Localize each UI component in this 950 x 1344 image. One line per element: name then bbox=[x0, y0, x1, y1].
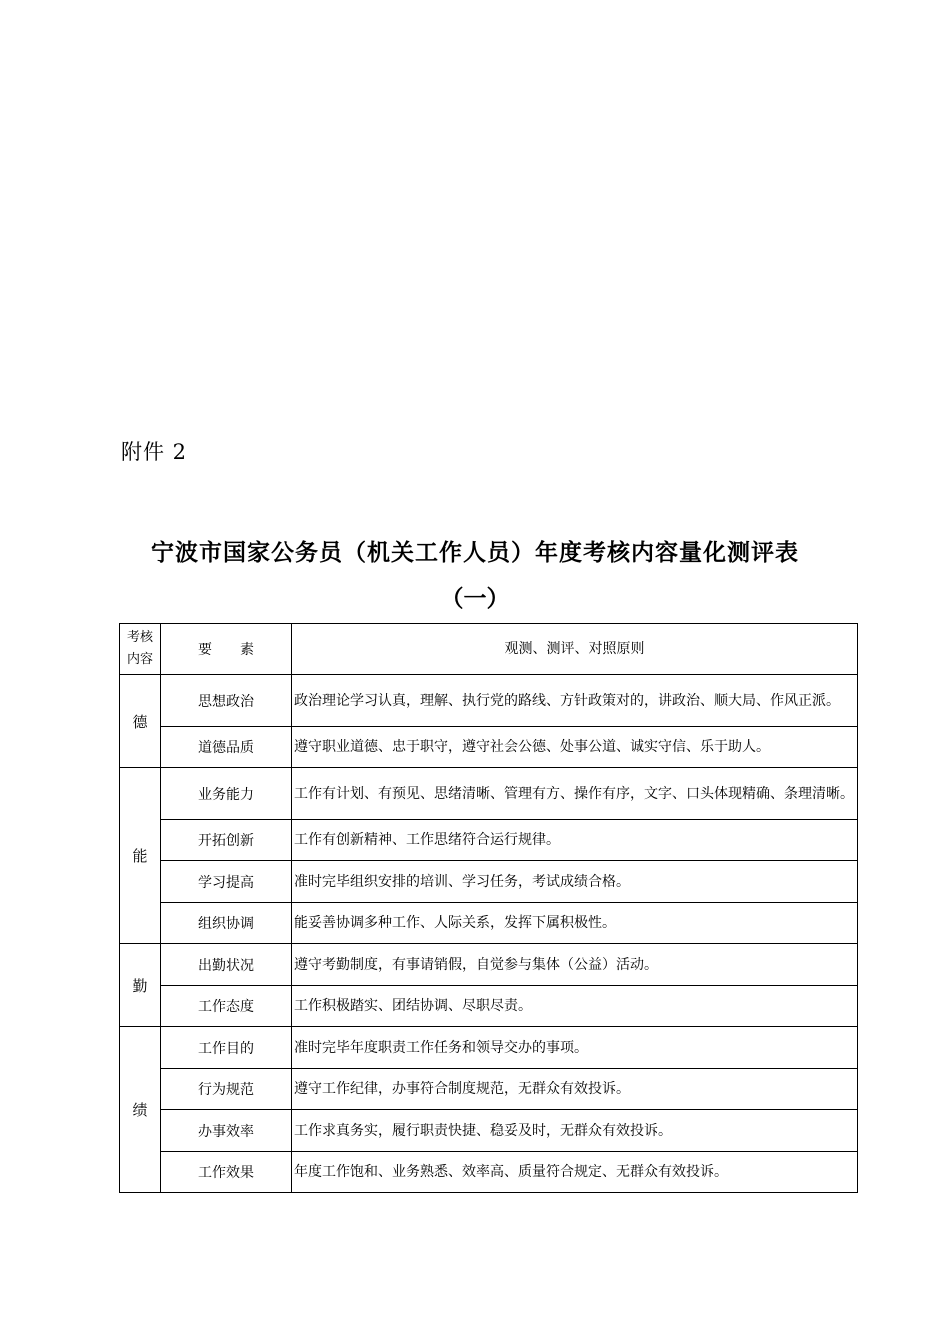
evaluation-table bbox=[119, 623, 858, 1193]
element-cell: 组织协调 bbox=[161, 903, 292, 944]
description-cell: 准时完毕组织安排的培训、学习任务，考试成绩合格。 bbox=[292, 861, 858, 903]
description-cell: 遵守职业道德、忠于职守，遵守社会公德、处事公道、诚实守信、乐于助人。 bbox=[292, 727, 858, 768]
table-row bbox=[120, 1069, 858, 1110]
category-qin: 勤 bbox=[120, 944, 161, 1027]
header-element: 要 素 bbox=[161, 624, 292, 675]
element-cell: 开拓创新 bbox=[161, 820, 292, 861]
element-cell: 思想政治 bbox=[161, 675, 292, 727]
category-ji: 绩 bbox=[120, 1027, 161, 1193]
category-de: 德 bbox=[120, 675, 161, 768]
element-cell: 工作目的 bbox=[161, 1027, 292, 1069]
table-row bbox=[120, 768, 858, 820]
element-cell: 业务能力 bbox=[161, 768, 292, 820]
description-cell: 工作有计划、有预见、思绪清晰、管理有方、操作有序，文字、口头体现精确、条理清晰。 bbox=[292, 768, 858, 820]
element-cell: 出勤状况 bbox=[161, 944, 292, 986]
table-row bbox=[120, 986, 858, 1027]
description-cell: 工作积极踏实、团结协调、尽职尽责。 bbox=[292, 986, 858, 1027]
element-cell: 道德品质 bbox=[161, 727, 292, 768]
table-row bbox=[120, 1027, 858, 1069]
description-cell: 准时完毕年度职责工作任务和领导交办的事项。 bbox=[292, 1027, 858, 1069]
attachment-label: 附件 2 bbox=[121, 440, 188, 464]
description-cell: 能妥善协调多种工作、人际关系，发挥下属积极性。 bbox=[292, 903, 858, 944]
description-cell: 政治理论学习认真，理解、执行党的路线、方针政策对的，讲政治、顺大局、作风正派。 bbox=[292, 675, 858, 727]
description-cell: 遵守工作纪律，办事符合制度规范，无群众有效投诉。 bbox=[292, 1069, 858, 1110]
table-row bbox=[120, 1110, 858, 1152]
table-row bbox=[120, 727, 858, 768]
table-row bbox=[120, 903, 858, 944]
document-title: 宁波市国家公务员（机关工作人员）年度考核内容量化测评表 bbox=[151, 539, 799, 566]
table-row bbox=[120, 1152, 858, 1193]
element-cell: 办事效率 bbox=[161, 1110, 292, 1152]
table-row bbox=[120, 820, 858, 861]
header-category-line1: 考核 bbox=[126, 630, 153, 645]
document-subtitle: （一） bbox=[440, 585, 510, 612]
header-description: 观测、测评、对照原则 bbox=[292, 624, 858, 675]
table-header-row bbox=[120, 624, 858, 675]
category-neng: 能 bbox=[120, 768, 161, 944]
description-cell: 年度工作饱和、业务熟悉、效率高、质量符合规定、无群众有效投诉。 bbox=[292, 1152, 858, 1193]
table-row bbox=[120, 675, 858, 727]
element-cell: 行为规范 bbox=[161, 1069, 292, 1110]
element-cell: 学习提高 bbox=[161, 861, 292, 903]
element-cell: 工作态度 bbox=[161, 986, 292, 1027]
description-cell: 工作有创新精神、工作思绪符合运行规律。 bbox=[292, 820, 858, 861]
header-category bbox=[120, 624, 161, 675]
table-row bbox=[120, 861, 858, 903]
table-row bbox=[120, 944, 858, 986]
description-cell: 遵守考勤制度，有事请销假，自觉参与集体（公益）活动。 bbox=[292, 944, 858, 986]
element-cell: 工作效果 bbox=[161, 1152, 292, 1193]
header-category-line2: 内容 bbox=[126, 652, 153, 667]
description-cell: 工作求真务实，履行职责快捷、稳妥及时，无群众有效投诉。 bbox=[292, 1110, 858, 1152]
